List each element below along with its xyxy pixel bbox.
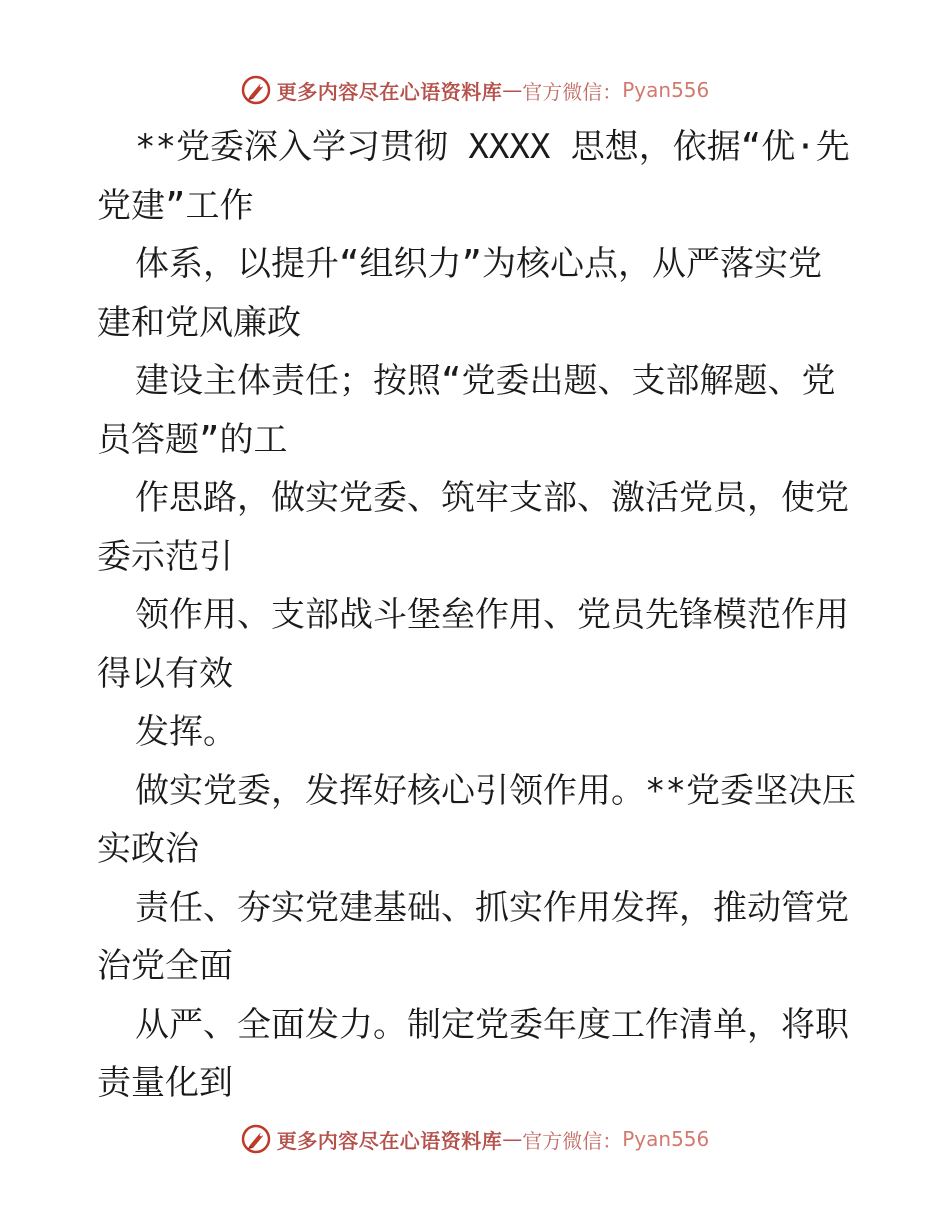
header-banner xyxy=(0,70,950,110)
body-line: 得以有效 xyxy=(97,653,233,694)
footer-banner xyxy=(0,1119,950,1159)
footer-separator: — xyxy=(502,1127,523,1151)
footer-title: 更多内容尽在心语资料库 xyxy=(276,1128,503,1153)
body-line: 实政治 xyxy=(97,829,199,869)
body-line: 作思路，做实党委、筑牢支部、激活党员，使党 xyxy=(135,478,849,518)
body-line: 建设主体责任；按照“党委出题、支部解题、党 xyxy=(135,361,836,401)
document-body xyxy=(97,118,857,1113)
footer-wechat-id: Pyan556 xyxy=(622,1127,710,1151)
body-line: 做实党委，发挥好核心引领作用。**党委坚决压 xyxy=(135,770,856,811)
body-line: 委示范引 xyxy=(97,536,233,577)
footer-wechat-label: 官方微信： xyxy=(522,1128,623,1153)
body-line: 发挥。 xyxy=(135,712,237,752)
body-line: 治党全面 xyxy=(97,946,233,986)
body-line: 责量化到 xyxy=(97,1063,233,1103)
header-separator: — xyxy=(502,78,523,102)
body-line: 从严、全面发力。制定党委年度工作清单，将职 xyxy=(135,1004,849,1045)
body-line: 党建”工作 xyxy=(97,185,254,226)
header-wechat-id: Pyan556 xyxy=(622,78,710,102)
header-title: 更多内容尽在心语资料库 xyxy=(276,79,503,104)
header-wechat-label: 官方微信： xyxy=(522,79,623,104)
body-line: **党委深入学习贯彻 XXXX 思想，依据“优·先 xyxy=(135,127,850,167)
body-line: 建和党风廉政 xyxy=(97,302,301,343)
body-line: 体系，以提升“组织力”为核心点，从严落实党 xyxy=(135,244,822,284)
pen-nib-logo-icon xyxy=(241,75,271,105)
body-line: 责任、夯实党建基础、抓实作用发挥，推动管党 xyxy=(135,887,849,928)
pen-nib-logo-icon xyxy=(241,1124,271,1154)
body-line: 员答题”的工 xyxy=(97,419,288,460)
body-line: 领作用、支部战斗堡垒作用、党员先锋模范作用 xyxy=(135,595,849,635)
